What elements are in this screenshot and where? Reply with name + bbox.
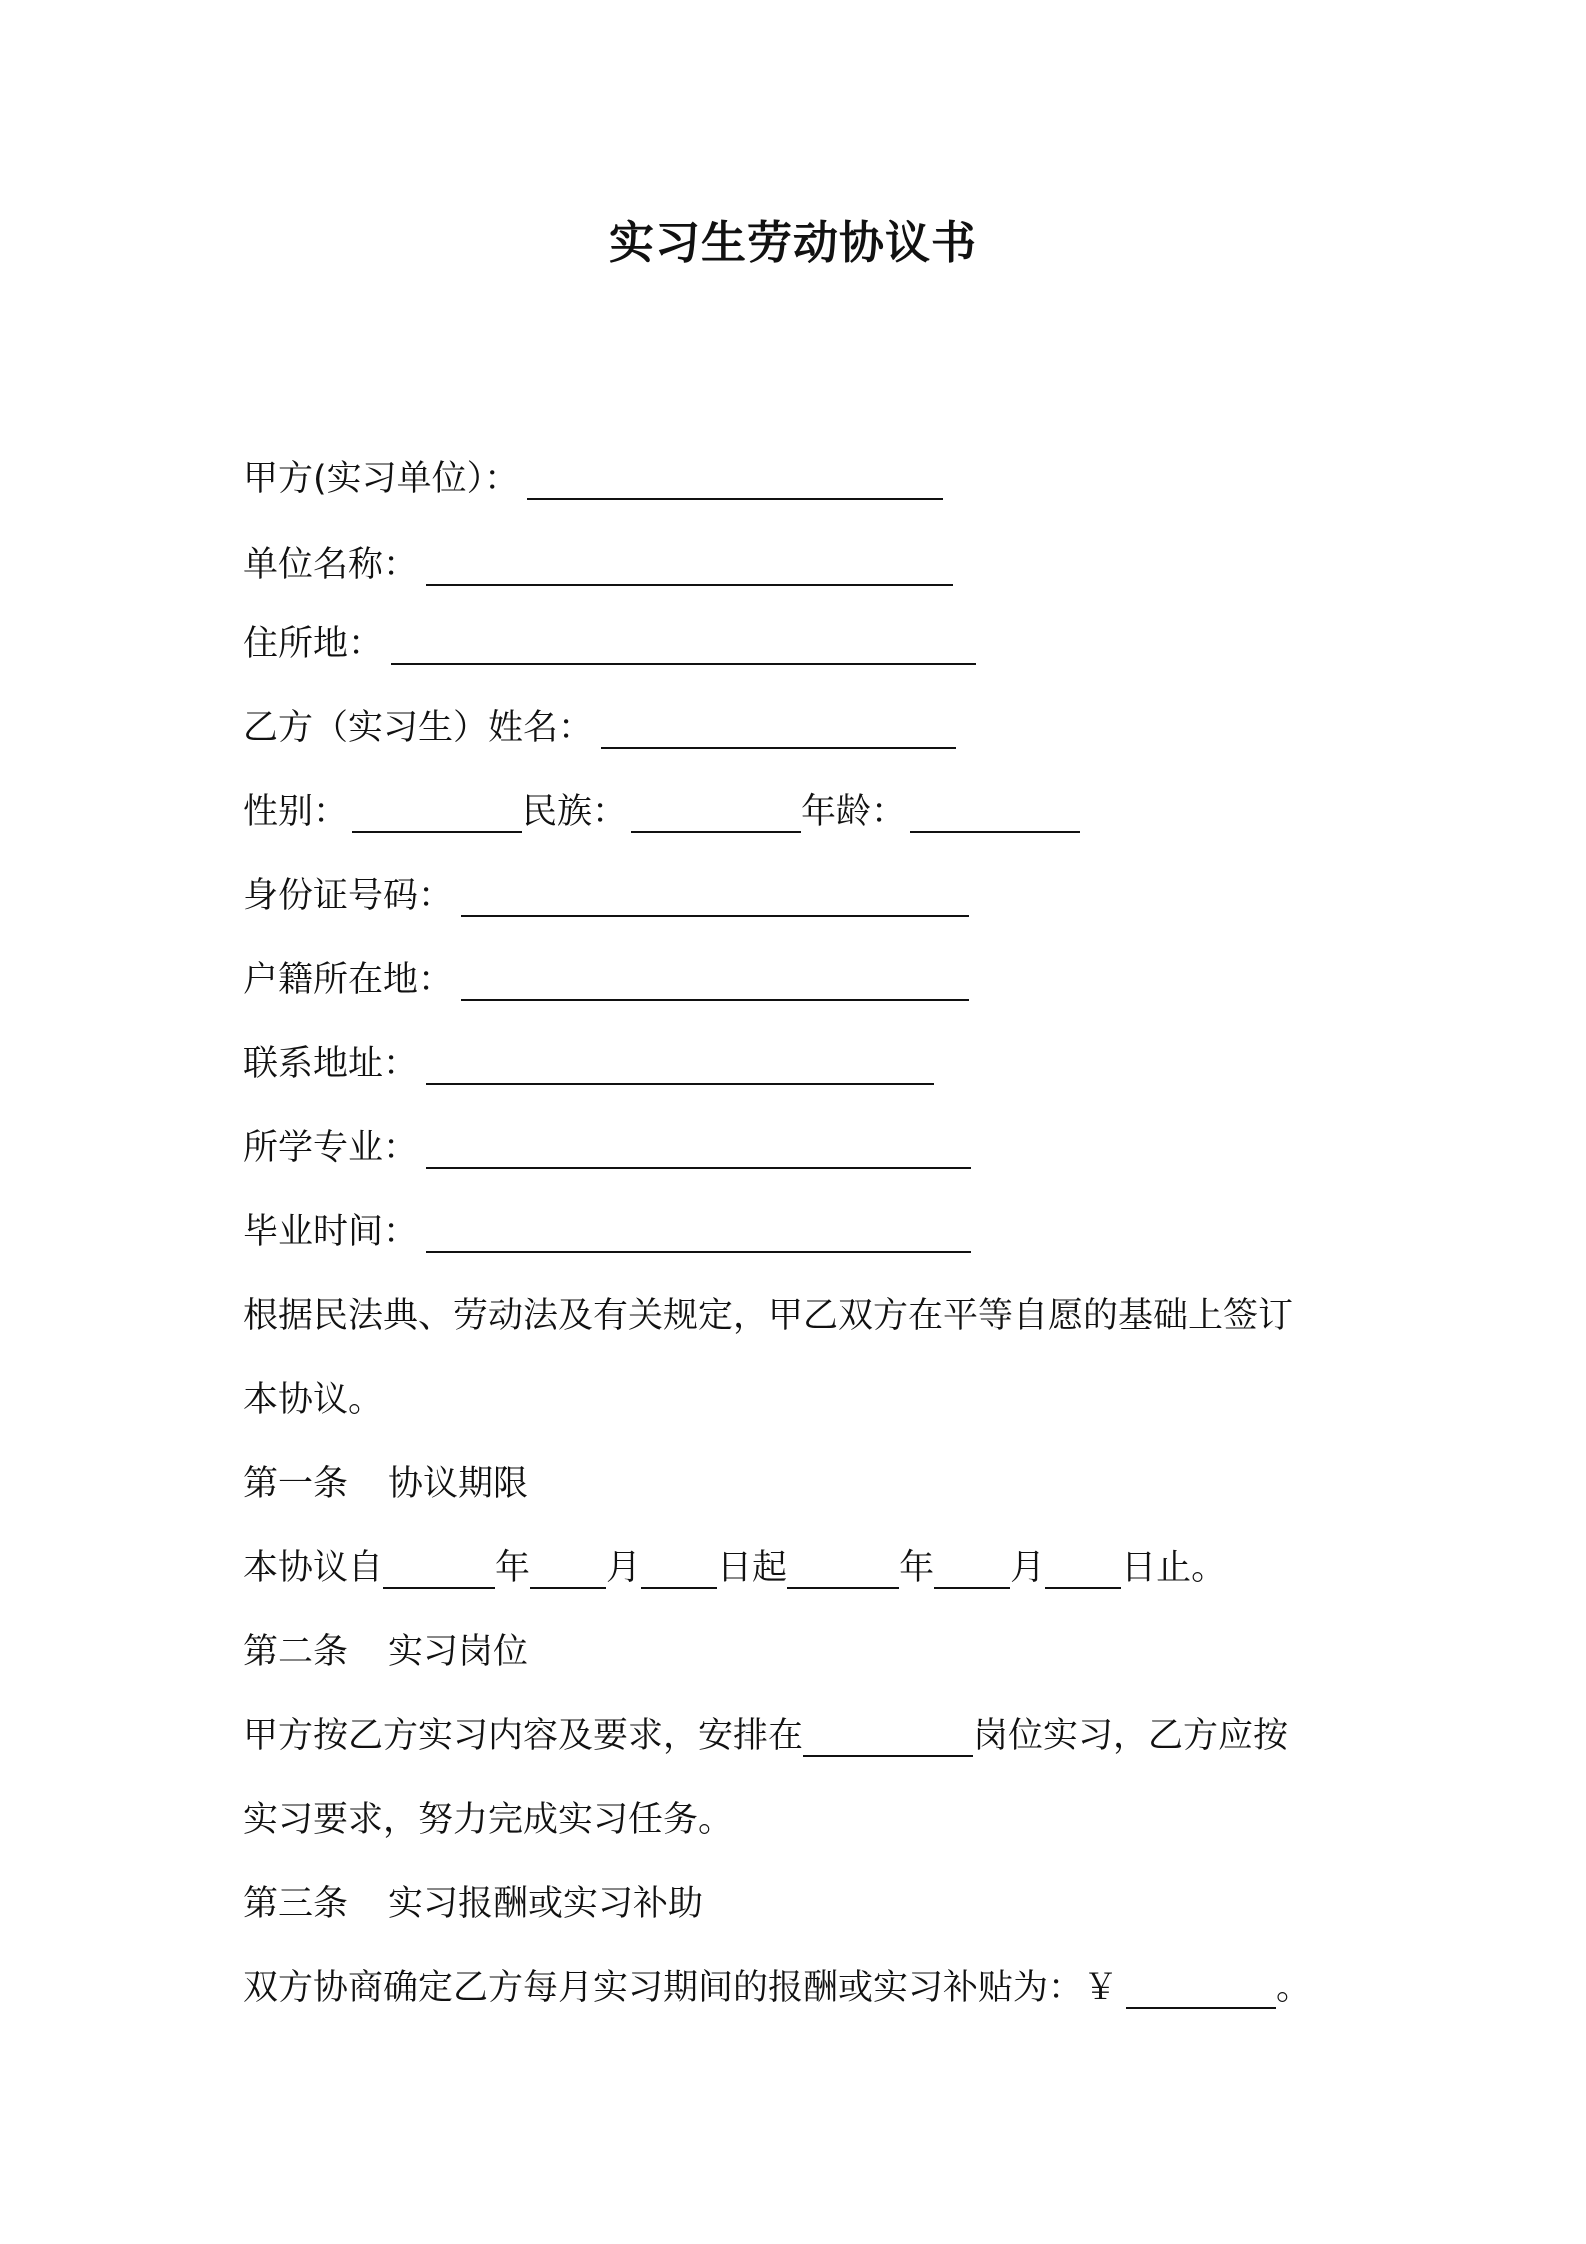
party-b-row	[243, 703, 956, 753]
end-year-label: 年	[899, 1548, 935, 1588]
end-month-label: 月	[1010, 1548, 1046, 1588]
ethnicity-blank[interactable]	[631, 791, 801, 833]
preamble-line-1: 根据民法典、劳动法及有关规定，甲乙双方在平等自愿的基础上签订	[243, 1296, 1294, 1336]
article-2-number: 第二条	[243, 1632, 349, 1672]
graduation-blank[interactable]	[426, 1211, 971, 1253]
household-label: 户籍所在地：	[243, 960, 454, 1000]
start-day-label: 日起	[717, 1548, 788, 1588]
residence-blank[interactable]	[391, 623, 976, 665]
major-label: 所学专业：	[243, 1128, 419, 1168]
end-month-blank[interactable]	[934, 1547, 1010, 1589]
gender-label: 性别：	[243, 792, 349, 832]
article-2-text-before: 甲方按乙方实习内容及要求，安排在	[243, 1716, 804, 1756]
preamble-line-2: 本协议。	[243, 1380, 384, 1420]
position-blank[interactable]	[803, 1715, 973, 1757]
party-b-label: 乙方（实习生）姓名：	[243, 708, 594, 748]
id-number-blank[interactable]	[461, 875, 969, 917]
article-2-heading	[243, 1627, 528, 1677]
article-1-number: 第一条	[243, 1464, 349, 1504]
ethnicity-label: 民族：	[522, 792, 628, 832]
start-day-blank[interactable]	[641, 1547, 717, 1589]
contact-address-label: 联系地址：	[243, 1044, 419, 1084]
id-number-row	[243, 871, 969, 921]
article-3-line-1	[243, 1963, 1311, 2013]
article-2-title: 实习岗位	[388, 1632, 529, 1672]
age-label: 年龄：	[801, 792, 907, 832]
document-title: 实习生劳动协议书	[608, 216, 977, 269]
article-2-line-1	[243, 1711, 1288, 1761]
party-a-label: 甲方(实习单位）：	[243, 459, 520, 499]
end-day-label: 日止。	[1121, 1548, 1227, 1588]
article-2-line-2: 实习要求，努力完成实习任务。	[243, 1800, 734, 1840]
party-a-blank[interactable]	[527, 458, 943, 500]
major-blank[interactable]	[426, 1127, 971, 1169]
article-3-title: 实习报酬或实习补助	[388, 1884, 704, 1924]
graduation-label: 毕业时间：	[243, 1212, 419, 1252]
article-3-text-after: 。	[1276, 1968, 1312, 2008]
residence-row	[243, 619, 976, 669]
party-b-name-blank[interactable]	[601, 707, 956, 749]
household-blank[interactable]	[461, 959, 969, 1001]
end-year-blank[interactable]	[787, 1547, 899, 1589]
household-row	[243, 955, 969, 1005]
major-row	[243, 1123, 971, 1173]
start-month-label: 月	[606, 1548, 642, 1588]
article-1-term-row	[243, 1543, 1226, 1593]
article-2-text-after: 岗位实习，乙方应按	[973, 1716, 1289, 1756]
unit-name-row	[243, 540, 953, 590]
id-number-label: 身份证号码：	[243, 876, 454, 916]
start-year-label: 年	[495, 1548, 531, 1588]
start-month-blank[interactable]	[530, 1547, 606, 1589]
contact-address-blank[interactable]	[426, 1043, 934, 1085]
personal-info-row	[243, 787, 1080, 837]
unit-name-blank[interactable]	[426, 544, 953, 586]
article-3-text-before: 双方协商确定乙方每月实习期间的报酬或实习补贴为：￥	[243, 1968, 1119, 2008]
article-3-number: 第三条	[243, 1884, 349, 1924]
article-3-heading	[243, 1879, 703, 1929]
term-prefix: 本协议自	[243, 1548, 384, 1588]
contact-address-row	[243, 1039, 934, 1089]
unit-name-label: 单位名称：	[243, 545, 419, 585]
age-blank[interactable]	[910, 791, 1080, 833]
allowance-amount-blank[interactable]	[1126, 1967, 1276, 2009]
gender-blank[interactable]	[352, 791, 522, 833]
article-1-title: 协议期限	[388, 1464, 529, 1504]
party-a-row	[243, 454, 943, 504]
article-1-heading	[243, 1459, 528, 1509]
start-year-blank[interactable]	[383, 1547, 495, 1589]
graduation-row	[243, 1207, 971, 1257]
residence-label: 住所地：	[243, 624, 384, 664]
end-day-blank[interactable]	[1045, 1547, 1121, 1589]
